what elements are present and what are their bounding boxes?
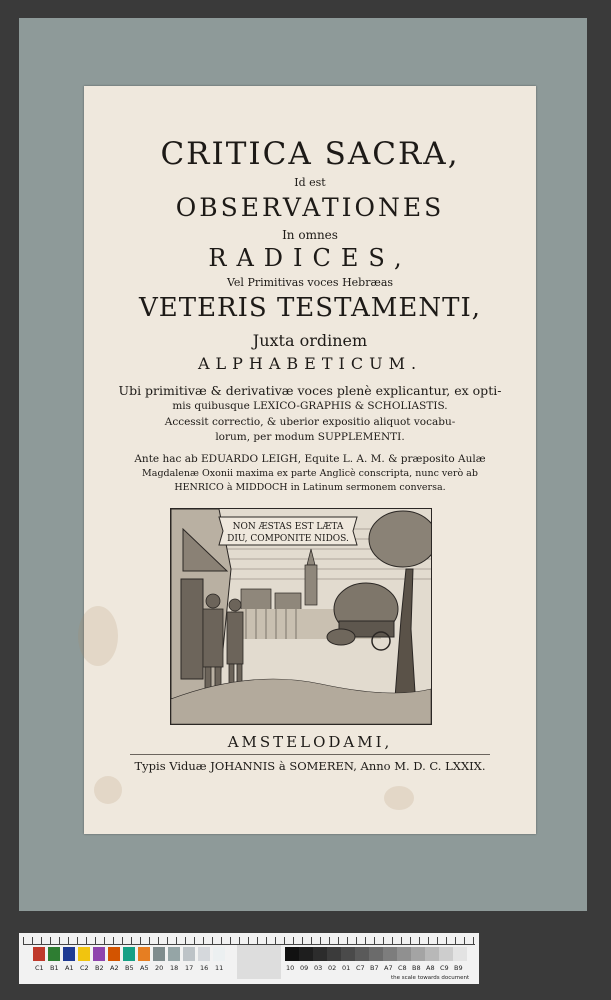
calibration-center-block <box>237 945 281 979</box>
color-calibration-card <box>19 933 479 984</box>
gray-label: 01 <box>342 964 351 972</box>
title-line: VETERIS TESTAMENTI, <box>138 293 482 323</box>
color-swatch <box>183 947 195 961</box>
banner-motto-line-1: NON ÆSTAS EST LÆTA <box>232 522 344 532</box>
swatch-label: B1 <box>50 964 59 972</box>
title-line: Juxta ordinem <box>252 331 368 350</box>
swatch-label: B5 <box>125 964 134 972</box>
imprint-line: Typis Viduæ JOHANNIS à SOMEREN, Anno M. D. C. LXXIX. <box>134 759 486 773</box>
swatch-label: 18 <box>170 964 179 972</box>
banner-motto-line-2: DIU, COMPONITE NIDOS. <box>227 534 349 544</box>
swatch-label: 20 <box>155 964 164 972</box>
gray-label: C8 <box>398 964 407 972</box>
engraving-illustration <box>171 509 431 724</box>
printers-device-engraving <box>170 508 432 725</box>
gray-label: 02 <box>328 964 337 972</box>
imprint-place: AMSTELODAMI, <box>227 733 393 751</box>
card-footer-note: the scale towards document <box>391 975 470 981</box>
description-line: Accessit correctio, & uberior expositio aliquot vocabu- <box>164 416 456 428</box>
gray-swatch <box>369 947 383 961</box>
gray-label: C9 <box>440 964 449 972</box>
gray-swatch <box>313 947 327 961</box>
swatch-label: C2 <box>80 964 89 972</box>
color-swatch <box>138 947 150 961</box>
gray-swatch <box>355 947 369 961</box>
title-line: In omnes <box>282 228 338 242</box>
gray-swatch <box>285 947 299 961</box>
foxing-stain <box>384 786 414 810</box>
color-swatch <box>198 947 210 961</box>
swatch-label: A2 <box>110 964 119 972</box>
gray-label: A7 <box>384 964 393 972</box>
swatch-label: 16 <box>200 964 209 972</box>
foxing-stain <box>78 606 118 666</box>
swatch-label: A5 <box>140 964 149 972</box>
gray-label: 03 <box>314 964 323 972</box>
title-line: RADICES, <box>208 244 412 272</box>
color-swatch <box>78 947 90 961</box>
title-line: Id est <box>294 176 326 189</box>
color-swatch <box>63 947 75 961</box>
gray-label: B8 <box>412 964 421 972</box>
gray-label: 09 <box>300 964 309 972</box>
color-swatch <box>33 947 45 961</box>
gray-swatch <box>327 947 341 961</box>
gray-label: C7 <box>356 964 365 972</box>
color-swatch <box>153 947 165 961</box>
gray-swatch <box>439 947 453 961</box>
author-line: HENRICO à MIDDOCH in Latinum sermonem conversa. <box>174 482 446 493</box>
gray-swatch <box>299 947 313 961</box>
gray-label: B7 <box>370 964 379 972</box>
gray-swatch <box>453 947 467 961</box>
description-line: mis quibusque LEXICO-GRAPHIS & SCHOLIASTIS. <box>172 400 448 412</box>
imprint-rule <box>130 754 490 755</box>
title-line: OBSERVATIONES <box>175 193 445 222</box>
color-swatch <box>213 947 225 961</box>
title-line: ALPHABETICUM. <box>197 354 423 373</box>
gray-label: A8 <box>426 964 435 972</box>
color-swatch <box>108 947 120 961</box>
color-swatch <box>168 947 180 961</box>
description-line: lorum, per modum SUPPLEMENTI. <box>215 431 405 443</box>
gray-label: B9 <box>454 964 463 972</box>
swatch-label: A1 <box>65 964 74 972</box>
gray-swatch <box>425 947 439 961</box>
swatch-label: B2 <box>95 964 104 972</box>
color-swatch <box>93 947 105 961</box>
title-main: CRITICA SACRA, <box>160 136 460 172</box>
color-swatch <box>123 947 135 961</box>
gray-swatch <box>383 947 397 961</box>
author-line: Magdalenæ Oxonii maxima ex parte Anglicè conscripta, nunc verò ab <box>142 468 478 479</box>
title-page <box>84 86 536 834</box>
gray-swatch <box>411 947 425 961</box>
description-line: Ubi primitivæ & derivativæ voces plenè explicantur, ex opti- <box>118 383 502 398</box>
gray-swatch <box>397 947 411 961</box>
gray-label: 10 <box>286 964 295 972</box>
foxing-stain <box>94 776 122 804</box>
color-swatch <box>48 947 60 961</box>
swatch-label: 11 <box>215 964 224 972</box>
swatch-label: 17 <box>185 964 194 972</box>
author-line: Ante hac ab EDUARDO LEIGH, Equite L. A. M. & præposito Aulæ <box>134 453 486 465</box>
title-line: Vel Primitivas voces Hebræas <box>226 276 394 289</box>
swatch-label: C1 <box>35 964 44 972</box>
ruler-scale <box>23 937 475 945</box>
gray-swatch <box>341 947 355 961</box>
